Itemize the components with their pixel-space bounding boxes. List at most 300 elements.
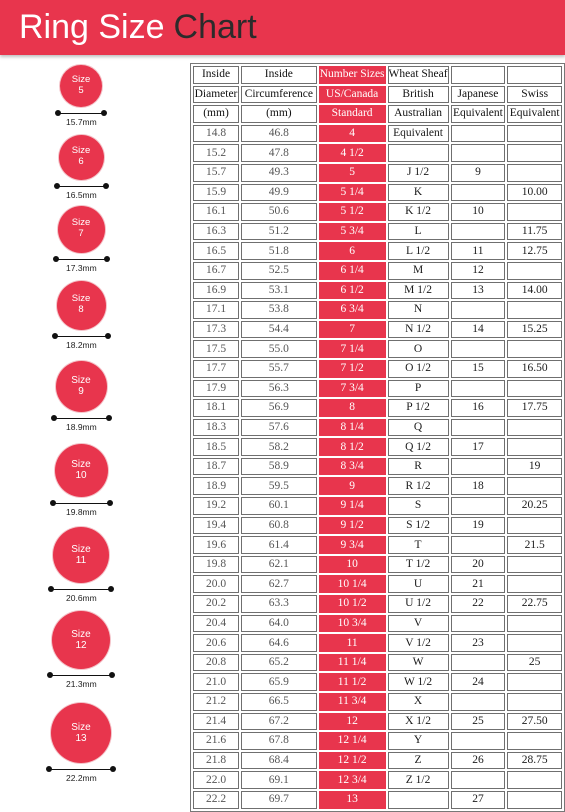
cell-inside-circumference: 53.8 — [241, 301, 317, 319]
cell-inside-diameter: 15.7 — [193, 164, 239, 182]
table-row — [193, 517, 562, 535]
cell-british-australian: R — [388, 458, 449, 476]
table-row — [193, 419, 562, 437]
cell-japanese: 9 — [451, 164, 506, 182]
cell-inside-diameter: 20.2 — [193, 595, 239, 613]
cell-inside-circumference: 54.4 — [241, 321, 317, 339]
header-row — [193, 66, 562, 84]
title-part-chart: Chart — [173, 8, 257, 46]
ring-size-number: 7 — [78, 228, 84, 239]
cell-inside-circumference: 56.9 — [241, 399, 317, 417]
cell-inside-circumference: 69.7 — [241, 791, 317, 809]
cell-us-canada: 7 3/4 — [319, 380, 386, 398]
cell-japanese — [451, 536, 506, 554]
cell-japanese — [451, 184, 506, 202]
cell-inside-diameter: 19.2 — [193, 497, 239, 515]
ring-size-number: 10 — [75, 470, 87, 481]
ring-size-word: Size — [71, 74, 91, 86]
cell-inside-diameter: 17.3 — [193, 321, 239, 339]
cell-japanese: 16 — [451, 399, 506, 417]
diameter-measure-line — [50, 675, 112, 676]
cell-japanese: 14 — [451, 321, 506, 339]
cell-swiss — [507, 164, 562, 182]
cell-inside-circumference: 47.8 — [241, 144, 317, 162]
cell-inside-circumference: 58.2 — [241, 438, 317, 456]
cell-us-canada: 6 — [319, 242, 386, 260]
ring-size-illustrations — [0, 60, 190, 800]
cell-inside-circumference: 63.3 — [241, 595, 317, 613]
cell-swiss: 20.25 — [507, 497, 562, 515]
cell-inside-diameter: 18.1 — [193, 399, 239, 417]
cell-swiss — [507, 144, 562, 162]
cell-british-australian: Equivalent — [388, 125, 449, 143]
cell-us-canada: 8 — [319, 399, 386, 417]
cell-us-canada: 7 1/2 — [319, 360, 386, 378]
table-row — [193, 615, 562, 633]
header-cell-british-australian: British — [388, 86, 449, 104]
cell-inside-circumference: 65.2 — [241, 654, 317, 672]
size-conversion-table — [190, 63, 565, 812]
header-cell-us-canada: Standard — [319, 105, 386, 123]
cell-us-canada: 7 1/4 — [319, 340, 386, 358]
ring-circle — [52, 611, 110, 669]
cell-japanese — [451, 419, 506, 437]
cell-us-canada: 5 1/2 — [319, 203, 386, 221]
cell-british-australian: X 1/2 — [388, 713, 449, 731]
cell-inside-circumference: 67.8 — [241, 732, 317, 750]
cell-inside-circumference: 60.8 — [241, 517, 317, 535]
cell-british-australian: T 1/2 — [388, 556, 449, 574]
cell-japanese: 12 — [451, 262, 506, 280]
cell-swiss — [507, 615, 562, 633]
cell-us-canada: 4 1/2 — [319, 144, 386, 162]
cell-swiss: 27.50 — [507, 713, 562, 731]
page-title — [19, 5, 257, 49]
cell-swiss: 17.75 — [507, 399, 562, 417]
cell-us-canada: 10 — [319, 556, 386, 574]
title-part-ring-size: Ring Size — [19, 8, 165, 46]
table-row — [193, 144, 562, 162]
header-cell-japanese: Equivalent — [451, 105, 506, 123]
cell-japanese — [451, 144, 506, 162]
cell-british-australian: O 1/2 — [388, 360, 449, 378]
header-cell-inside-circumference: (mm) — [241, 105, 317, 123]
cell-inside-circumference: 58.9 — [241, 458, 317, 476]
cell-inside-circumference: 61.4 — [241, 536, 317, 554]
cell-swiss — [507, 203, 562, 221]
cell-inside-diameter: 21.6 — [193, 732, 239, 750]
cell-us-canada: 5 1/4 — [319, 184, 386, 202]
ring-circle — [51, 703, 111, 763]
table-row — [193, 693, 562, 711]
ring-size-word: Size — [71, 543, 91, 555]
cell-japanese: 17 — [451, 438, 506, 456]
ring-circle — [58, 206, 105, 253]
cell-japanese — [451, 732, 506, 750]
size-conversion-table-wrap — [190, 63, 565, 812]
cell-swiss: 10.00 — [507, 184, 562, 202]
cell-inside-circumference: 69.1 — [241, 771, 317, 789]
ring-size-number: 9 — [78, 386, 84, 397]
cell-us-canada: 8 1/4 — [319, 419, 386, 437]
header-row — [193, 86, 562, 104]
cell-british-australian: M 1/2 — [388, 282, 449, 300]
table-row — [193, 713, 562, 731]
cell-swiss: 19 — [507, 458, 562, 476]
cell-inside-circumference: 46.8 — [241, 125, 317, 143]
ring-size-number: 6 — [78, 156, 84, 167]
table-row — [193, 497, 562, 515]
cell-british-australian: W — [388, 654, 449, 672]
cell-british-australian: V 1/2 — [388, 634, 449, 652]
header-row — [193, 105, 562, 123]
cell-inside-diameter: 21.0 — [193, 673, 239, 691]
cell-japanese: 18 — [451, 477, 506, 495]
cell-inside-diameter: 18.7 — [193, 458, 239, 476]
cell-inside-diameter: 17.7 — [193, 360, 239, 378]
cell-japanese — [451, 615, 506, 633]
cell-swiss — [507, 438, 562, 456]
cell-inside-diameter: 16.9 — [193, 282, 239, 300]
cell-inside-diameter: 20.8 — [193, 654, 239, 672]
cell-japanese — [451, 654, 506, 672]
cell-japanese: 24 — [451, 673, 506, 691]
cell-british-australian: U 1/2 — [388, 595, 449, 613]
cell-japanese: 10 — [451, 203, 506, 221]
table-row — [193, 536, 562, 554]
table-row — [193, 771, 562, 789]
cell-british-australian: W 1/2 — [388, 673, 449, 691]
cell-british-australian: N — [388, 301, 449, 319]
cell-japanese — [451, 771, 506, 789]
diameter-mm-label: 22.2mm — [66, 773, 97, 783]
cell-inside-circumference: 57.6 — [241, 419, 317, 437]
cell-inside-diameter: 17.9 — [193, 380, 239, 398]
cell-us-canada: 11 — [319, 634, 386, 652]
header-cell-inside-circumference: Inside — [241, 66, 317, 84]
table-row — [193, 321, 562, 339]
cell-japanese — [451, 497, 506, 515]
cell-inside-diameter: 17.5 — [193, 340, 239, 358]
cell-us-canada: 13 — [319, 791, 386, 809]
diameter-mm-label: 20.6mm — [66, 593, 97, 603]
cell-british-australian: Q — [388, 419, 449, 437]
header-cell-swiss — [507, 66, 562, 84]
cell-swiss — [507, 771, 562, 789]
cell-inside-diameter: 20.0 — [193, 575, 239, 593]
cell-inside-diameter: 16.1 — [193, 203, 239, 221]
cell-japanese: 27 — [451, 791, 506, 809]
table-row — [193, 634, 562, 652]
cell-japanese: 25 — [451, 713, 506, 731]
cell-japanese — [451, 223, 506, 241]
cell-us-canada: 11 1/4 — [319, 654, 386, 672]
cell-japanese: 21 — [451, 575, 506, 593]
diameter-mm-label: 16.5mm — [66, 189, 97, 200]
cell-swiss: 15.25 — [507, 321, 562, 339]
cell-swiss: 16.50 — [507, 360, 562, 378]
cell-us-canada: 9 1/4 — [319, 497, 386, 515]
cell-japanese: 26 — [451, 752, 506, 770]
header-cell-british-australian: Australian — [388, 105, 449, 123]
cell-japanese: 22 — [451, 595, 506, 613]
cell-inside-diameter: 18.9 — [193, 477, 239, 495]
cell-us-canada: 11 1/2 — [319, 673, 386, 691]
ring-circle — [56, 361, 107, 412]
cell-inside-diameter: 22.0 — [193, 771, 239, 789]
cell-swiss — [507, 125, 562, 143]
cell-inside-diameter: 18.5 — [193, 438, 239, 456]
cell-inside-circumference: 55.0 — [241, 340, 317, 358]
header-cell-inside-diameter: Diameter — [193, 86, 239, 104]
ring-size-number: 13 — [75, 733, 87, 744]
table-row — [193, 340, 562, 358]
cell-inside-circumference: 62.1 — [241, 556, 317, 574]
cell-british-australian: O — [388, 340, 449, 358]
cell-swiss — [507, 673, 562, 691]
header-cell-us-canada: Number Sizes — [319, 66, 386, 84]
cell-swiss — [507, 556, 562, 574]
cell-japanese: 15 — [451, 360, 506, 378]
cell-swiss — [507, 634, 562, 652]
cell-swiss: 25 — [507, 654, 562, 672]
diameter-measure-line — [53, 503, 110, 504]
table-row — [193, 673, 562, 691]
cell-inside-diameter: 20.6 — [193, 634, 239, 652]
table-row — [193, 184, 562, 202]
cell-inside-circumference: 68.4 — [241, 752, 317, 770]
cell-us-canada: 8 3/4 — [319, 458, 386, 476]
diameter-mm-label: 19.8mm — [66, 506, 97, 517]
ring-size-word: Size — [71, 293, 91, 305]
cell-british-australian: M — [388, 262, 449, 280]
cell-us-canada: 5 3/4 — [319, 223, 386, 241]
cell-inside-circumference: 59.5 — [241, 477, 317, 495]
cell-inside-diameter: 19.4 — [193, 517, 239, 535]
diameter-measure-line — [49, 769, 113, 770]
cell-british-australian: L 1/2 — [388, 242, 449, 260]
cell-us-canada: 4 — [319, 125, 386, 143]
table-row — [193, 125, 562, 143]
cell-swiss: 12.75 — [507, 242, 562, 260]
table-row — [193, 732, 562, 750]
cell-japanese — [451, 125, 506, 143]
cell-us-canada: 10 3/4 — [319, 615, 386, 633]
ring-size-number: 11 — [75, 555, 87, 566]
ring-circle — [57, 281, 106, 330]
table-row — [193, 242, 562, 260]
header-cell-inside-diameter: Inside — [193, 66, 239, 84]
cell-inside-circumference: 66.5 — [241, 693, 317, 711]
cell-japanese: 19 — [451, 517, 506, 535]
diameter-measure-line — [56, 259, 107, 260]
table-row — [193, 654, 562, 672]
cell-inside-circumference: 55.7 — [241, 360, 317, 378]
cell-british-australian: S 1/2 — [388, 517, 449, 535]
table-row — [193, 262, 562, 280]
cell-inside-diameter: 16.5 — [193, 242, 239, 260]
ring-size-word: Size — [71, 145, 91, 157]
cell-british-australian: R 1/2 — [388, 477, 449, 495]
diameter-measure-line — [58, 113, 104, 114]
cell-british-australian: V — [388, 615, 449, 633]
cell-inside-circumference: 65.9 — [241, 673, 317, 691]
cell-inside-circumference: 49.3 — [241, 164, 317, 182]
cell-inside-diameter: 20.4 — [193, 615, 239, 633]
cell-inside-diameter: 19.6 — [193, 536, 239, 554]
cell-inside-circumference: 49.9 — [241, 184, 317, 202]
cell-swiss — [507, 340, 562, 358]
diameter-measure-line — [55, 336, 108, 337]
cell-inside-circumference: 64.0 — [241, 615, 317, 633]
cell-us-canada: 7 — [319, 321, 386, 339]
table-row — [193, 477, 562, 495]
diameter-measure-line — [51, 589, 111, 590]
cell-swiss — [507, 477, 562, 495]
cell-us-canada: 6 1/4 — [319, 262, 386, 280]
table-row — [193, 575, 562, 593]
ring-size-number: 5 — [78, 85, 84, 96]
table-row — [193, 380, 562, 398]
diameter-mm-label: 18.9mm — [66, 421, 97, 432]
cell-us-canada: 12 — [319, 713, 386, 731]
header-cell-swiss: Equivalent — [507, 105, 562, 123]
cell-swiss: 28.75 — [507, 752, 562, 770]
ring-size-word: Size — [71, 458, 91, 470]
diameter-mm-label: 15.7mm — [66, 117, 97, 127]
table-row — [193, 399, 562, 417]
cell-swiss — [507, 517, 562, 535]
table-row — [193, 223, 562, 241]
cell-us-canada: 12 1/2 — [319, 752, 386, 770]
cell-us-canada: 9 1/2 — [319, 517, 386, 535]
cell-swiss: 21.5 — [507, 536, 562, 554]
cell-inside-circumference: 51.2 — [241, 223, 317, 241]
cell-us-canada: 9 3/4 — [319, 536, 386, 554]
cell-inside-diameter: 22.2 — [193, 791, 239, 809]
cell-us-canada: 10 1/4 — [319, 575, 386, 593]
cell-japanese — [451, 458, 506, 476]
cell-british-australian: L — [388, 223, 449, 241]
cell-inside-diameter: 14.8 — [193, 125, 239, 143]
header-cell-swiss: Swiss — [507, 86, 562, 104]
cell-inside-circumference: 53.1 — [241, 282, 317, 300]
cell-japanese — [451, 340, 506, 358]
cell-japanese: 11 — [451, 242, 506, 260]
cell-british-australian: N 1/2 — [388, 321, 449, 339]
ring-size-word: Size — [71, 721, 91, 733]
cell-swiss — [507, 419, 562, 437]
cell-british-australian: X — [388, 693, 449, 711]
cell-us-canada: 6 1/2 — [319, 282, 386, 300]
header-cell-inside-circumference: Circumference — [241, 86, 317, 104]
cell-inside-diameter: 21.2 — [193, 693, 239, 711]
cell-us-canada: 12 1/4 — [319, 732, 386, 750]
cell-japanese — [451, 380, 506, 398]
cell-british-australian: J 1/2 — [388, 164, 449, 182]
cell-swiss — [507, 732, 562, 750]
cell-swiss: 22.75 — [507, 595, 562, 613]
table-row — [193, 203, 562, 221]
cell-inside-circumference: 52.5 — [241, 262, 317, 280]
cell-inside-diameter: 21.8 — [193, 752, 239, 770]
diameter-mm-label: 21.3mm — [66, 679, 97, 689]
cell-inside-circumference: 60.1 — [241, 497, 317, 515]
cell-inside-diameter: 21.4 — [193, 713, 239, 731]
header-cell-japanese: Japanese — [451, 86, 506, 104]
ring-size-word: Size — [71, 217, 91, 229]
cell-us-canada: 12 3/4 — [319, 771, 386, 789]
cell-swiss — [507, 575, 562, 593]
cell-japanese: 20 — [451, 556, 506, 574]
cell-inside-diameter: 15.2 — [193, 144, 239, 162]
cell-inside-diameter: 16.3 — [193, 223, 239, 241]
header-cell-us-canada: US/Canada — [319, 86, 386, 104]
cell-inside-diameter: 16.7 — [193, 262, 239, 280]
ring-size-number: 8 — [78, 304, 84, 315]
cell-us-canada: 10 1/2 — [319, 595, 386, 613]
cell-inside-circumference: 50.6 — [241, 203, 317, 221]
cell-swiss — [507, 380, 562, 398]
cell-japanese — [451, 301, 506, 319]
table-row — [193, 438, 562, 456]
cell-british-australian: U — [388, 575, 449, 593]
cell-british-australian: Y — [388, 732, 449, 750]
table-row — [193, 360, 562, 378]
cell-japanese — [451, 693, 506, 711]
cell-inside-circumference: 67.2 — [241, 713, 317, 731]
cell-swiss: 11.75 — [507, 223, 562, 241]
ring-circle — [60, 65, 102, 107]
cell-us-canada: 9 — [319, 477, 386, 495]
cell-british-australian: P 1/2 — [388, 399, 449, 417]
cell-british-australian: K — [388, 184, 449, 202]
cell-british-australian: Q 1/2 — [388, 438, 449, 456]
cell-british-australian: T — [388, 536, 449, 554]
cell-inside-circumference: 62.7 — [241, 575, 317, 593]
cell-us-canada: 11 3/4 — [319, 693, 386, 711]
cell-british-australian: Z 1/2 — [388, 771, 449, 789]
cell-british-australian: Z — [388, 752, 449, 770]
table-row — [193, 282, 562, 300]
header-cell-japanese — [451, 66, 506, 84]
cell-inside-diameter: 15.9 — [193, 184, 239, 202]
table-row — [193, 752, 562, 770]
ring-size-word: Size — [71, 374, 91, 386]
title-banner — [0, 0, 565, 55]
cell-british-australian — [388, 144, 449, 162]
diameter-measure-line — [57, 186, 106, 187]
cell-japanese: 23 — [451, 634, 506, 652]
ring-circle — [59, 135, 104, 180]
cell-us-canada: 5 — [319, 164, 386, 182]
ring-circle — [53, 527, 109, 583]
cell-swiss — [507, 301, 562, 319]
cell-inside-circumference: 51.8 — [241, 242, 317, 260]
ring-size-word: Size — [71, 628, 91, 640]
cell-inside-diameter: 17.1 — [193, 301, 239, 319]
cell-swiss — [507, 262, 562, 280]
diameter-measure-line — [54, 418, 109, 419]
cell-japanese: 13 — [451, 282, 506, 300]
header-cell-british-australian: Wheat Sheaf — [388, 66, 449, 84]
cell-swiss: 14.00 — [507, 282, 562, 300]
table-row — [193, 301, 562, 319]
cell-inside-diameter: 18.3 — [193, 419, 239, 437]
cell-us-canada: 6 3/4 — [319, 301, 386, 319]
cell-british-australian: S — [388, 497, 449, 515]
diameter-mm-label: 18.2mm — [66, 339, 97, 350]
